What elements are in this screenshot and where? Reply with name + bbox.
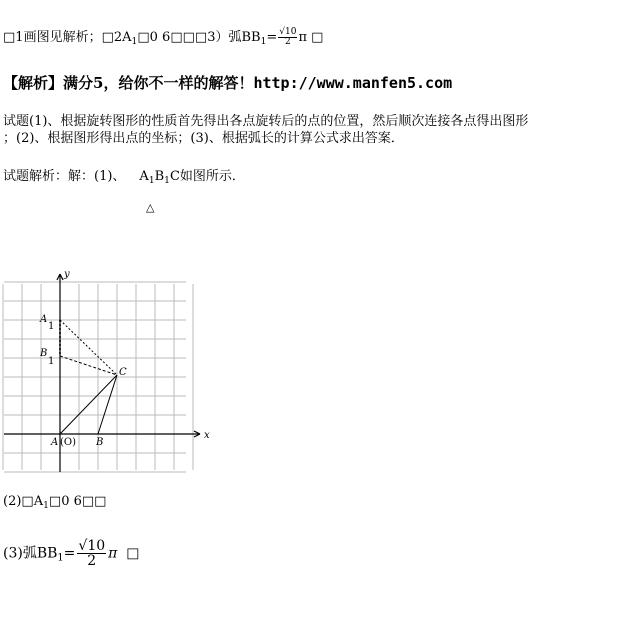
answer3-sub: 1	[57, 552, 64, 564]
label-b1: B	[40, 348, 48, 359]
explanation-line-1: 试题(1)、根据旋转图形的性质首先得出各点旋转后的点的位置，然后顺次连接各点得出图形	[3, 114, 529, 129]
delta-symbol: △	[146, 201, 155, 214]
glyph-box: □	[311, 30, 324, 45]
sqrt-sign: √	[279, 27, 286, 37]
answer-summary-line	[3, 26, 323, 47]
answer2-coords: 0 6	[61, 494, 82, 509]
pi-symbol: π	[298, 30, 308, 45]
solution-suffix: 如图所示．	[179, 169, 245, 184]
sqrt-sign: √	[78, 538, 88, 554]
label-origin: (O)	[60, 437, 77, 448]
answer-part2-rest: 0 6	[149, 30, 171, 45]
answer2-point: A	[33, 494, 44, 509]
answer-part2-sub: 1	[131, 37, 138, 47]
answer3-equals: =	[63, 545, 76, 562]
label-a1-tick: 1	[48, 321, 55, 332]
triangle-sub-a: 1	[148, 176, 155, 186]
triangle-sub-b: 1	[164, 176, 170, 186]
coordinate-grid-figure	[0, 268, 230, 478]
answer-2	[3, 494, 106, 511]
y-axis-label: y	[64, 269, 70, 280]
triangle-vertex-a: A	[139, 169, 149, 184]
segment-ca	[60, 375, 117, 434]
triangle-name	[139, 169, 180, 184]
glyph-box: □	[101, 30, 114, 45]
answer-part1: 1画图见解析；	[15, 30, 102, 45]
answer3-numerator: 10	[87, 538, 106, 554]
answer-part3-sub: 1	[260, 37, 267, 47]
answer3-pi: π	[108, 545, 118, 562]
label-b: B	[96, 437, 104, 448]
answer-3	[3, 539, 139, 568]
label-b1-tick: 1	[48, 356, 55, 367]
explanation-line-2: ；(2)、根据图形得出点的坐标；(3)、根据弧长的计算公式求出答案．	[3, 131, 404, 146]
glyph-box: □	[126, 545, 140, 562]
answer2-prefix: (2)	[3, 494, 22, 509]
segment-b1c	[60, 356, 117, 375]
glyph-box: □□□	[170, 30, 208, 45]
glyph-box: □□	[81, 494, 107, 509]
equals-sign: =	[266, 30, 278, 45]
glyph-box: □	[21, 494, 34, 509]
triangle-vertex-c: C	[169, 169, 180, 184]
solution-prefix: 试题解析：解：(1)、	[3, 169, 126, 184]
label-c: C	[119, 367, 127, 378]
arc-fraction-small	[278, 28, 297, 47]
segment-bc	[98, 375, 117, 434]
answer3-prefix: (3)弧BB	[3, 545, 58, 562]
solution-line	[3, 165, 245, 186]
fraction-denominator: 2	[285, 37, 291, 47]
fraction-numerator: 10	[285, 27, 297, 37]
headline-text: 【解析】满分5，给你不一样的解答！	[3, 74, 254, 92]
triangle-vertex-b: B	[154, 169, 165, 184]
answer3-denominator: 2	[87, 553, 97, 569]
answer-part3: 3）弧BB	[207, 30, 261, 45]
label-a1: A	[40, 314, 48, 325]
glyph-box: □	[48, 494, 62, 509]
headline	[3, 72, 452, 93]
label-a: A	[51, 437, 59, 448]
segment-a1c	[60, 320, 117, 375]
glyph-box: □	[137, 30, 150, 45]
answer2-sub: 1	[43, 501, 49, 511]
x-axis-label: x	[204, 430, 210, 441]
site-url: http://www.manfen5.com	[253, 74, 453, 92]
glyph-box: □	[3, 30, 16, 45]
arc-fraction	[77, 539, 106, 568]
answer-part2: 2A	[113, 30, 132, 45]
